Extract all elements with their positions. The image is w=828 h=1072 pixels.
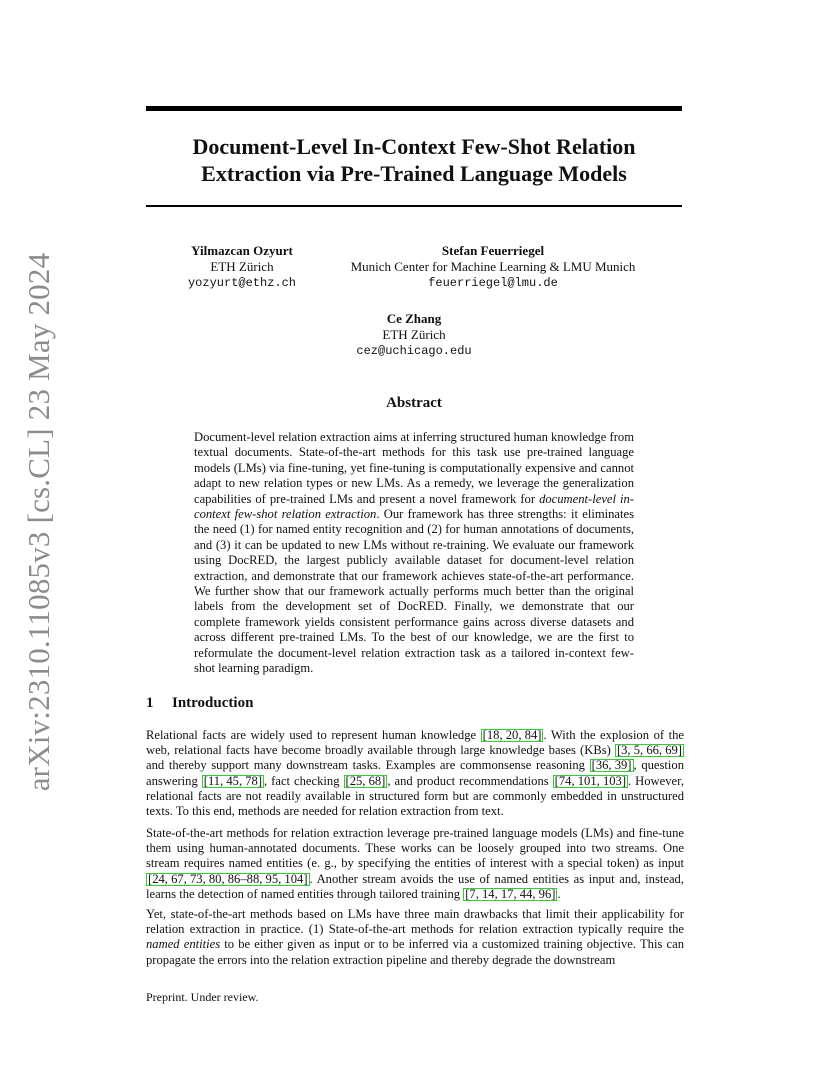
paragraph-text: , and product recommendations (387, 773, 553, 788)
citation-link[interactable]: [74, 101, 103] (554, 773, 627, 788)
intro-paragraph (146, 826, 684, 902)
paragraph-text: Yet, state-of-the-art methods based on LMs have three main drawbacks that limit their applicability for relation extraction in practice. (1) State-of-the-art methods for relation extraction typically require the (146, 907, 684, 937)
title-rule-top (146, 106, 682, 111)
author-email: feuerriegel@lmu.de (428, 276, 558, 290)
author-block (340, 311, 488, 359)
emphasis-text: named entities (146, 937, 221, 952)
intro-paragraph (146, 728, 684, 819)
abstract-body (194, 430, 634, 677)
citation-link[interactable]: [36, 39] (591, 758, 632, 773)
abstract-heading: Abstract (386, 395, 442, 411)
citation-link[interactable]: [11, 45, 78] (203, 773, 263, 788)
paragraph-text: . Another stream avoids the use of named entities as input and, instead, learns the detection of named entities through tailored training (146, 871, 684, 901)
section-number: 1 (146, 695, 154, 711)
author-email: yozyurt@ethz.ch (187, 276, 297, 290)
paragraph-text: Relational facts are widely used to represent human knowledge (146, 728, 481, 742)
author-name: Stefan Feuerriegel (441, 243, 545, 258)
paragraph-text: to be either given as input or to be inferred via a customized training objective. This can propagate the errors into the relation extraction pipeline and thereby degrade the downstream (146, 937, 684, 967)
citation-link[interactable]: [7, 14, 17, 44, 96] (465, 886, 556, 901)
author-block (336, 243, 650, 291)
author-affiliation: ETH Zürich (382, 327, 446, 342)
abstract-text: . Our framework has three strengths: it eliminates the need (1) for named entity recognition and (2) for human annotations of documents, and (3) it can be updated to new LMs without re-training. We evaluate our framework using DocRED, the largest publicly available dataset for document-level relation extraction, and demonstrate that our framework achieves state-of-the-art performance. We further show that our framework actually performs much better than the original labels from the development set of DocRED. Finally, we demonstrate that our complete framework yields consistent performance gains across diverse datasets and across different pre-trained LMs. To the best of our knowledge, we are the first to reformulate the document-level relation extraction task as a tailored in-context few-shot learning paradigm. (194, 507, 634, 676)
section-title: Introduction (172, 695, 254, 711)
author-name: Yilmazcan Ozyurt (191, 243, 293, 258)
paragraph-text: . (557, 886, 561, 901)
arxiv-side-stamp (14, 252, 64, 792)
author-name: Ce Zhang (386, 311, 442, 326)
author-affiliation: ETH Zürich (210, 259, 274, 274)
arxiv-identifier: arXiv:2310.11085v3 [cs.CL] 23 May 2024 (21, 252, 56, 792)
abstract-emphasis: document-level in-context few-shot relation extraction (194, 491, 635, 522)
paragraph-text: State-of-the-art methods for relation extraction leverage pre-trained language models (LMs) and fine-tune them using human-annotated documents. These works can be loosely grouped into two streams. One stream requires named entities (e. g., by specifying the entities of interest with a special token) as input (146, 826, 684, 871)
footer-note: Preprint. Under review. (146, 990, 259, 1004)
title-rule-bottom (146, 205, 682, 207)
citation-link[interactable]: [18, 20, 84] (482, 728, 542, 742)
author-block (176, 243, 308, 291)
citation-link[interactable]: [3, 5, 66, 69] (616, 743, 682, 758)
citation-link[interactable]: [24, 67, 73, 80, 86–88, 95, 104] (148, 871, 308, 886)
intro-paragraph (146, 907, 684, 968)
paragraph-text: and thereby support many downstream tasks. Examples are commonsense reasoning (146, 758, 590, 773)
citation-link[interactable]: [25, 68] (345, 773, 386, 788)
section-heading (146, 695, 682, 712)
author-email: cez@uchicago.edu (356, 344, 472, 358)
paragraph-text: , fact checking (264, 773, 344, 788)
author-affiliation: Munich Center for Machine Learning & LMU Munich (350, 259, 636, 274)
paragraph-text: . However, relational facts are not readily available in structured form but are commonly embedded in unstructured texts. To this end, methods are needed for relation extraction from text. (146, 773, 684, 819)
paragraph-text: . With the explosion of the web, relational facts have become broadly available through large knowledge bases (KBs) (146, 728, 684, 758)
abstract-text: Document-level relation extraction aims at inferring structured human knowledge from textual documents. State-of-the-art methods for this task use pre-trained language models (LMs) via fine-tuning, yet fine-tuning is computationally expensive and cannot adapt to new relation types or new LMs. As a remedy, we leverage the generalization capabilities of pre-trained LMs and present a novel framework for (194, 430, 634, 506)
paper-title: Document-Level In-Context Few-Shot Relation Extraction via Pre-Trained Language Models (192, 134, 636, 186)
paragraph-text: , question answering (146, 758, 684, 788)
